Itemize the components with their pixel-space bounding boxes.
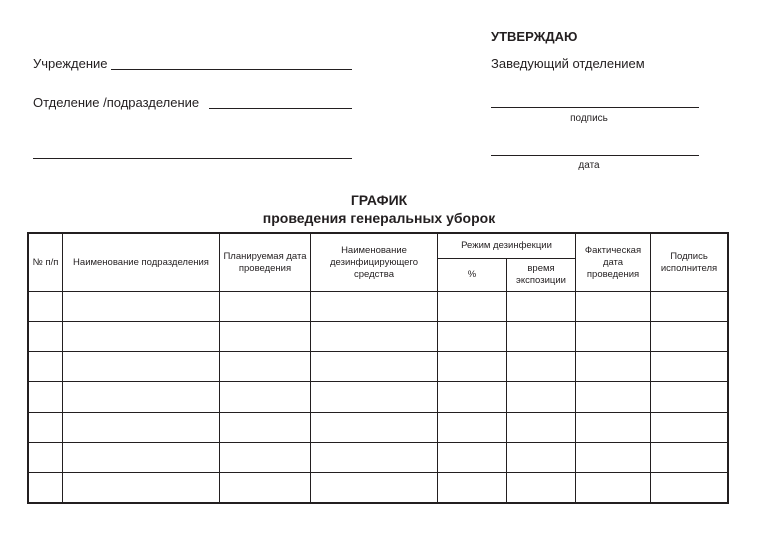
table-cell[interactable] [576,412,651,442]
table-cell[interactable] [438,352,507,382]
institution-field-line[interactable] [111,69,352,70]
table-cell[interactable] [29,382,63,412]
table-cell[interactable] [507,442,576,472]
table-cell[interactable] [507,292,576,322]
table-cell[interactable] [220,292,311,322]
cleaning-schedule-table [28,233,728,503]
date-line[interactable] [491,155,699,156]
table-cell[interactable] [63,442,220,472]
table-cell[interactable] [507,472,576,502]
document-title: ГРАФИК [350,192,408,208]
table-cell[interactable] [576,322,651,352]
department-label: Отделение /подразделение [33,95,200,110]
table-cell[interactable] [63,292,220,322]
header-unit-name: Наименование подразделения [63,234,220,292]
table-cell[interactable] [651,382,728,412]
table-cell[interactable] [29,472,63,502]
table-cell[interactable] [438,292,507,322]
table-cell[interactable] [220,352,311,382]
table-cell[interactable] [651,292,728,322]
table-cell[interactable] [311,472,438,502]
table-cell[interactable] [507,412,576,442]
header-percent: % [438,259,507,292]
table-cell[interactable] [311,382,438,412]
signature-line[interactable] [491,107,699,108]
table-cell[interactable] [220,382,311,412]
header-disinfectant: Наименование дезинфицирующего средства [311,234,438,292]
table-cell[interactable] [576,442,651,472]
table-cell[interactable] [311,442,438,472]
table-cell[interactable] [651,352,728,382]
signature-caption: подпись [570,113,608,124]
table-cell[interactable] [507,322,576,352]
table-row [29,352,728,382]
header-number: № п/п [29,234,63,292]
table-cell[interactable] [311,412,438,442]
table-cell[interactable] [576,352,651,382]
table-cell[interactable] [220,322,311,352]
table-cell[interactable] [576,472,651,502]
table-cell[interactable] [651,472,728,502]
table-row [29,382,728,412]
table-cell[interactable] [29,322,63,352]
table-cell[interactable] [220,442,311,472]
table-cell[interactable] [311,352,438,382]
extra-field-line[interactable] [33,158,352,159]
table-cell[interactable] [29,412,63,442]
approval-title: УТВЕРЖДАЮ [491,29,578,44]
table-cell[interactable] [438,412,507,442]
table-cell[interactable] [651,412,728,442]
table-cell[interactable] [29,292,63,322]
table-cell[interactable] [438,322,507,352]
table-cell[interactable] [576,382,651,412]
table-cell[interactable] [438,442,507,472]
header-signature: Подпись исполнителя [651,234,728,292]
table-cell[interactable] [63,382,220,412]
header-exposure: время экспозиции [507,259,576,292]
table-cell[interactable] [507,382,576,412]
table-row [29,412,728,442]
table-row [29,472,728,502]
table-row [29,322,728,352]
table-cell[interactable] [651,442,728,472]
table-cell[interactable] [63,352,220,382]
header-planned-date: Планируемая дата проведения [220,234,311,292]
table-cell[interactable] [438,382,507,412]
institution-label: Учреждение [33,56,108,71]
table-cell[interactable] [311,322,438,352]
table-cell[interactable] [220,412,311,442]
date-caption: дата [578,160,600,171]
table-cell[interactable] [29,442,63,472]
table-cell[interactable] [63,322,220,352]
department-field-line[interactable] [209,108,352,109]
table-cell[interactable] [576,292,651,322]
table-cell[interactable] [220,472,311,502]
table-cell[interactable] [651,322,728,352]
table-cell[interactable] [29,352,63,382]
table-cell[interactable] [438,472,507,502]
header-actual-date: Фактическая дата проведения [576,234,651,292]
table-cell[interactable] [311,292,438,322]
table-cell[interactable] [507,352,576,382]
document-subtitle: проведения генеральных уборок [262,210,496,226]
table-cell[interactable] [63,412,220,442]
table-cell[interactable] [63,472,220,502]
header-disinfection-mode: Режим дезинфекции [438,234,576,259]
table-row [29,292,728,322]
table-row [29,442,728,472]
approval-position: Заведующий отделением [491,56,645,71]
